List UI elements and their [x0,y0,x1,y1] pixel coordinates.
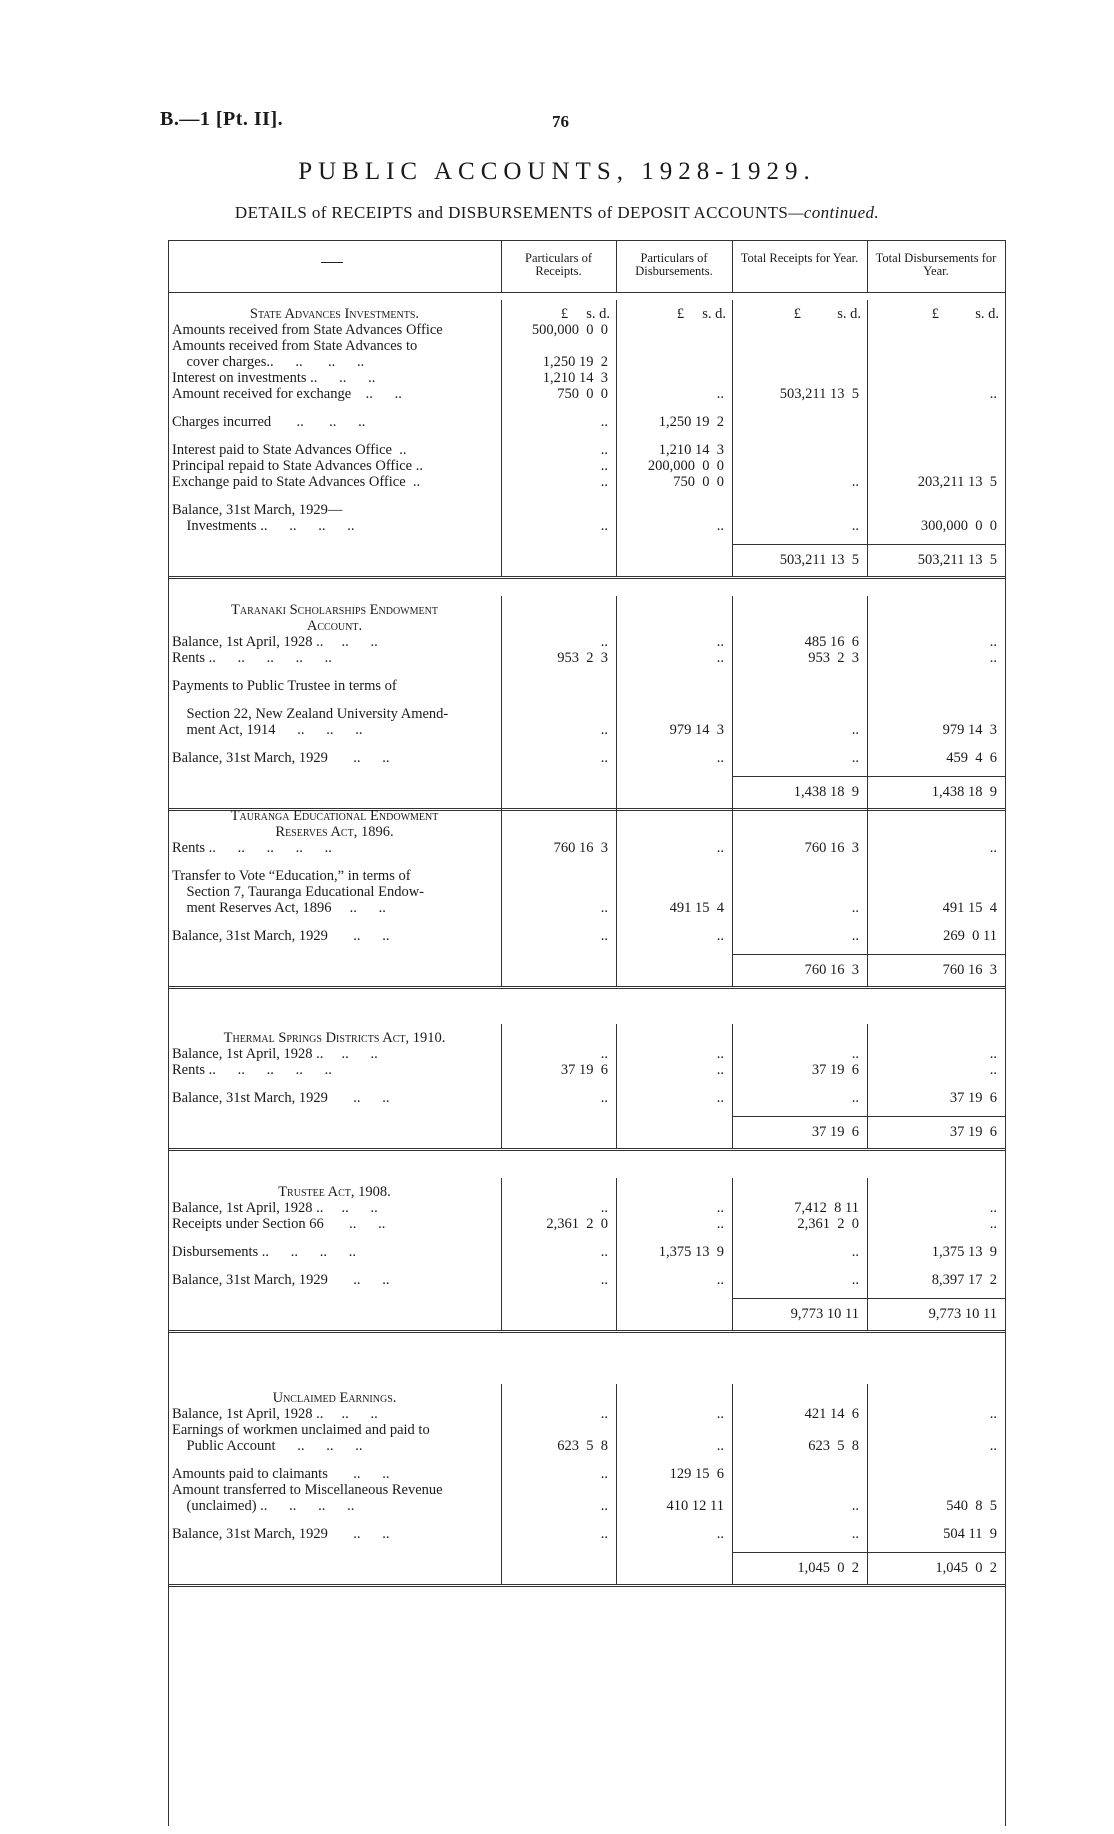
cell-c2: .. [716,840,724,856]
row-label: Disbursements .. .. .. .. [172,1244,357,1260]
cell-c4: .. [989,1406,997,1422]
cell-c1: .. [600,750,608,766]
cell-c4: .. [989,1216,997,1232]
page-number: 76 [552,112,569,131]
cell-c1: 953 2 3 [557,650,608,666]
cell-c2: .. [716,1200,724,1216]
section-col-rule [867,802,868,986]
section-col-rule [501,596,502,808]
section-col-rule [616,1384,617,1584]
cell-c2: .. [716,1526,724,1542]
subtotal-rule [732,1298,1005,1299]
section-col-rule [867,1384,868,1584]
cell-c1: 37 19 6 [560,1062,608,1078]
unit-header: £ s. d. [676,306,726,322]
row-label: Exchange paid to State Advances Office .. [172,474,421,490]
row-label: Rents .. .. .. .. .. [172,840,332,856]
total-c4: 503,211 13 5 [917,552,997,568]
row-label: Balance, 31st March, 1929 .. .. [172,750,390,766]
total-c3: 1,438 18 9 [793,784,859,800]
cell-c3: 7,412 8 11 [794,1200,859,1216]
cell-c1: .. [600,1046,608,1062]
cell-c1: 750 0 0 [557,386,608,402]
unit-header: £ s. d. [560,306,610,322]
cell-c4: .. [989,1046,997,1062]
row-label: ment Act, 1914 .. .. .. [172,722,363,738]
section-col-rule [616,300,617,576]
total-c3: 1,045 0 2 [797,1560,859,1576]
cell-c3: 503,211 13 5 [779,386,859,402]
cell-c1: .. [600,442,608,458]
section-heading: Tauranga Educational Endowment [230,808,439,824]
cell-c2: 491 15 4 [669,900,724,916]
cell-c1: .. [600,1466,608,1482]
cell-c1: .. [600,1498,608,1514]
cell-c2: .. [716,1216,724,1232]
cell-c4: 300,000 0 0 [920,518,997,534]
section-heading: State Advances Investments. [249,306,420,322]
cell-c4: 979 14 3 [942,722,997,738]
table-top-rule [168,240,1006,241]
cell-c2: .. [716,634,724,650]
cell-c1: .. [600,1090,608,1106]
row-label: Amounts received from State Advances Office [172,322,443,338]
section-col-rule [616,1178,617,1330]
cell-c3: .. [851,474,859,490]
cell-c3: .. [851,750,859,766]
row-label: Receipts under Section 66 .. .. [172,1216,386,1232]
subtotal-rule [732,776,1005,777]
cell-c1: 623 5 8 [557,1438,608,1454]
cell-c1: .. [600,634,608,650]
row-label: Amount transferred to Miscellaneous Revenue [172,1482,443,1498]
cell-c2: .. [716,386,724,402]
cell-c3: 2,361 2 0 [797,1216,859,1232]
section-col-rule [501,1384,502,1584]
row-label: Section 7, Tauranga Educational Endow- [172,884,424,900]
row-label: Balance, 1st April, 1928 .. .. .. [172,1046,378,1062]
cell-c3: 760 16 3 [804,840,859,856]
total-c3: 503,211 13 5 [779,552,859,568]
section-col-rule [732,1384,733,1584]
cell-c2: .. [716,1046,724,1062]
row-label: ment Reserves Act, 1896 .. .. [172,900,386,916]
cell-c4: 37 19 6 [949,1090,997,1106]
cell-c1: .. [600,414,608,430]
col-rule-3 [732,240,733,292]
section-heading: Taranaki Scholarships Endowment [231,602,438,618]
subtotal-rule [732,1116,1005,1117]
section-heading-cont: Reserves Act, 1896. [275,824,394,840]
cell-c2: 410 12 11 [666,1498,724,1514]
row-label: Transfer to Vote “Education,” in terms of [172,868,411,884]
section-bottom-rule [168,1330,1006,1333]
cell-c3: .. [851,1272,859,1288]
cell-c3: 37 19 6 [811,1062,859,1078]
row-label: Principal repaid to State Advances Office .. [172,458,423,474]
cell-c1: 1,210 14 3 [542,370,608,386]
cell-c3: 953 2 3 [808,650,859,666]
cell-c1: .. [600,722,608,738]
section-heading-cont: Account. [306,618,363,634]
section-bottom-rule [168,986,1006,989]
row-label: Rents .. .. .. .. .. [172,650,332,666]
row-label: Rents .. .. .. .. .. [172,1062,332,1078]
cell-c4: .. [989,1200,997,1216]
cell-c1: .. [600,1244,608,1260]
cell-c1: .. [600,928,608,944]
row-label: Amount received for exchange .. .. [172,386,402,402]
cell-c4: 269 0 11 [943,928,997,944]
cell-c3: .. [851,518,859,534]
cell-c3: .. [851,1244,859,1260]
row-label: Section 22, New Zealand University Amend- [172,706,449,722]
cell-c2: .. [716,1090,724,1106]
row-label: (unclaimed) .. .. .. .. [172,1498,355,1514]
section-col-rule [501,300,502,576]
cell-c3: .. [851,928,859,944]
cell-c1: 500,000 0 0 [531,322,608,338]
total-c4: 9,773 10 11 [928,1306,997,1322]
section-bottom-rule [168,576,1006,579]
cell-c2: .. [716,1272,724,1288]
cell-c2: .. [716,750,724,766]
row-label: Balance, 31st March, 1929 .. .. [172,1272,390,1288]
total-c4: 37 19 6 [949,1124,997,1140]
cell-c2: 979 14 3 [669,722,724,738]
row-label: Interest on investments .. .. .. [172,370,376,386]
row-label: Balance, 1st April, 1928 .. .. .. [172,1406,378,1422]
page-reference: B.—1 [Pt. II]. [160,108,284,130]
row-label: Payments to Public Trustee in terms of [172,678,397,694]
cell-c1: .. [600,458,608,474]
row-label: Charges incurred .. .. .. [172,414,366,430]
cell-c2: 129 15 6 [669,1466,724,1482]
cell-c3: 421 14 6 [804,1406,859,1422]
subtitle-suffix: —continued. [788,203,880,222]
section-col-rule [616,596,617,808]
column-header-blank [321,262,343,263]
cell-c4: 491 15 4 [942,900,997,916]
cell-c1: .. [600,1200,608,1216]
cell-c3: .. [851,1526,859,1542]
header-bottom-rule [168,292,1006,293]
section-heading: Trustee Act, 1908. [278,1184,391,1200]
cell-c3: 485 16 6 [804,634,859,650]
cell-c3: .. [851,900,859,916]
cell-c2: 200,000 0 0 [647,458,724,474]
cell-c4: .. [989,840,997,856]
subtotal-rule [732,954,1005,955]
cell-c4: .. [989,1062,997,1078]
cell-c4: 459 4 6 [946,750,997,766]
cell-c1: .. [600,900,608,916]
total-c3: 9,773 10 11 [790,1306,859,1322]
deposit-accounts-table [168,240,1006,1834]
cell-c4: 1,375 13 9 [931,1244,997,1260]
cell-c2: .. [716,1062,724,1078]
section-col-rule [501,1178,502,1330]
row-label: Balance, 1st April, 1928 .. .. .. [172,634,378,650]
cell-c2: .. [716,518,724,534]
cell-c1: 760 16 3 [553,840,608,856]
cell-c1: .. [600,518,608,534]
row-label: cover charges.. .. .. .. [172,354,365,370]
row-label: Balance, 31st March, 1929 .. .. [172,1526,390,1542]
cell-c2: 1,210 14 3 [658,442,724,458]
page-subtitle [0,203,1114,223]
section-col-rule [867,300,868,576]
cell-c1: 1,250 19 2 [542,354,608,370]
cell-c3: .. [851,1498,859,1514]
row-label: Investments .. .. .. .. [172,518,355,534]
cell-c1: .. [600,1526,608,1542]
row-label: Amounts received from State Advances to [172,338,418,354]
cell-c4: .. [989,1438,997,1454]
cell-c4: .. [989,386,997,402]
cell-c2: .. [716,1438,724,1454]
colhdr-total-receipts: Total Receipts for Year. [740,251,859,265]
section-bottom-rule [168,1148,1006,1151]
row-label: Balance, 31st March, 1929 .. .. [172,1090,390,1106]
cell-c2: .. [716,650,724,666]
cell-c2: 1,250 19 2 [658,414,724,430]
total-c4: 1,438 18 9 [931,784,997,800]
colhdr-total-disbursements: Total Disbursements for Year. [875,251,997,278]
row-label: Earnings of workmen unclaimed and paid to [172,1422,430,1438]
row-label: Public Account .. .. .. [172,1438,363,1454]
cell-c3: 623 5 8 [808,1438,859,1454]
page-title: PUBLIC ACCOUNTS, 1928-1929. [298,158,816,185]
section-col-rule [501,1024,502,1148]
section-col-rule [501,802,502,986]
cell-c2: 1,375 13 9 [658,1244,724,1260]
total-c3: 760 16 3 [804,962,859,978]
section-heading: Thermal Springs Districts Act, 1910. [223,1030,446,1046]
cell-c1: .. [600,474,608,490]
colhdr-receipts: Particulars of Receipts. [525,251,592,278]
unit-header: £ s. d. [931,306,999,322]
colhdr-disbursements: Particulars of Disbursements. [635,251,713,278]
row-label: Balance, 1st April, 1928 .. .. .. [172,1200,378,1216]
cell-c2: 750 0 0 [673,474,724,490]
cell-c4: 203,211 13 5 [917,474,997,490]
section-heading: Unclaimed Earnings. [272,1390,397,1406]
cell-c4: 540 8 5 [946,1498,997,1514]
cell-c3: .. [851,722,859,738]
row-label: Amounts paid to claimants .. .. [172,1466,390,1482]
section-col-rule [732,802,733,986]
section-col-rule [616,802,617,986]
subtotal-rule [732,544,1005,545]
cell-c2: .. [716,928,724,944]
total-c3: 37 19 6 [811,1124,859,1140]
cell-c1: .. [600,1406,608,1422]
cell-c1: .. [600,1272,608,1288]
cell-c1: 2,361 2 0 [546,1216,608,1232]
cell-c4: .. [989,634,997,650]
cell-c2: .. [716,1406,724,1422]
row-label: Balance, 31st March, 1929— [172,502,343,518]
subtitle-main: DETAILS of RECEIPTS and DISBURSEMENTS of DEPOSIT ACCOUNTS [234,203,789,222]
cell-c3: .. [851,1090,859,1106]
row-label: Interest paid to State Advances Office .. [172,442,407,458]
total-c4: 1,045 0 2 [935,1560,997,1576]
row-label: Balance, 31st March, 1929 .. .. [172,928,390,944]
cell-c4: 504 11 9 [943,1526,997,1542]
cell-c3: .. [851,1046,859,1062]
subtotal-rule [732,1552,1005,1553]
table-right-rule [1005,240,1006,1826]
unit-header: £ s. d. [793,306,861,322]
cell-c4: 8,397 17 2 [931,1272,997,1288]
section-col-rule [732,300,733,576]
section-bottom-rule [168,1584,1006,1587]
total-c4: 760 16 3 [942,962,997,978]
cell-c4: .. [989,650,997,666]
section-col-rule [616,1024,617,1148]
